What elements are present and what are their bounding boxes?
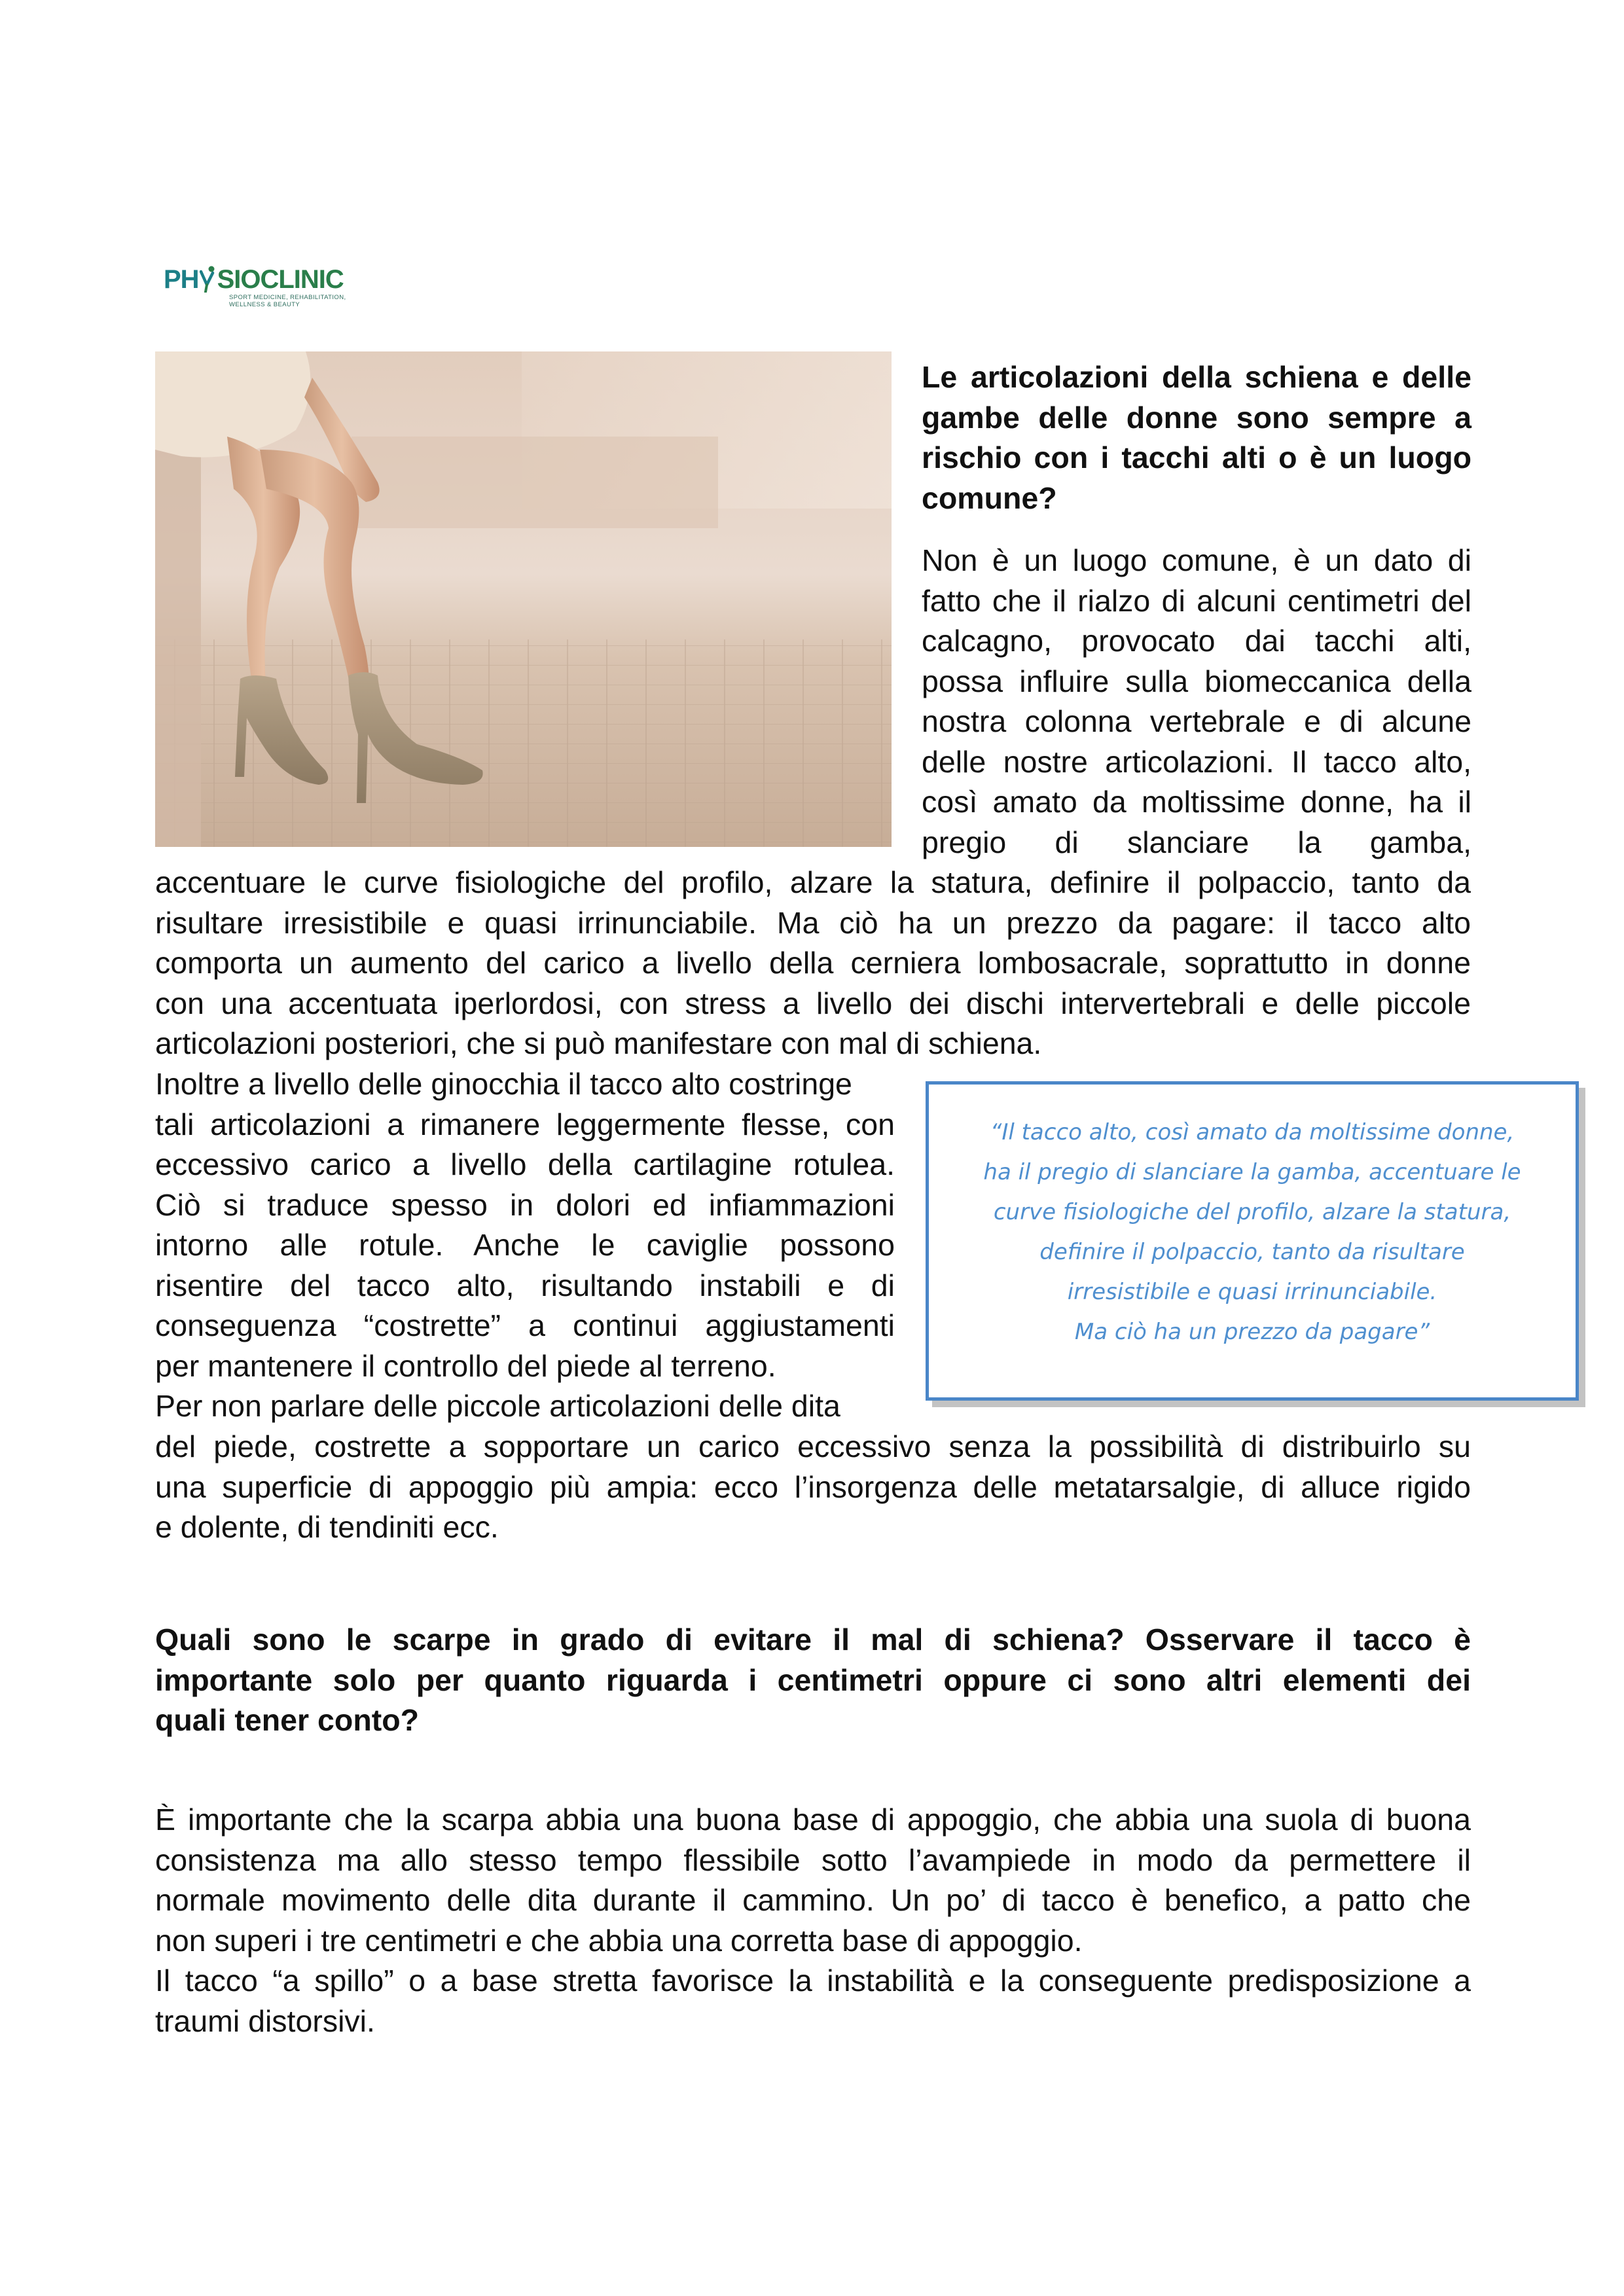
pull-quote-box <box>926 1081 1579 1401</box>
logo-text-part2: SIOCLINIC <box>217 265 344 294</box>
paragraph-1-right: Non è un luogo comune, è un dato di fatto che il rialzo di alcuni centimetri del calcagno, provocato dai tacchi alti, possa influire sulla biomeccanica della nostra colonna vertebrale e di alcune delle nostre articolazioni. Il tacco alto, così amato da moltissime donne, ha il pregio di slanciare la gamba, <box>922 543 1471 859</box>
paragraph-1-full: accentuare le curve fisiologiche del profilo, alzare la statura, definire il polpaccio, tanto da risultare irresistibile e quasi irrinunciabile. Ma ciò ha un prezzo da pagare: il tacco alto comporta un aumento del carico a livello della cerniera lombosacrale, soprattutto in donne con una accentuata iperlordosi, con stress a livello dei dischi intervertebrali e delle piccole articolazioni posteriori, che si può manifestare con mal di schiena. <box>155 865 1471 1060</box>
high-heels-photo <box>155 351 892 847</box>
logo-wordmark <box>164 265 344 295</box>
paragraph-4: Il tacco “a spillo” o a base stretta favorisce la instabilità e la conseguente predisposizione a traumi distorsivi. <box>155 1964 1471 2038</box>
logo-tagline: SPORT MEDICINE, REHABILITATION, WELLNESS & BEAUTY <box>229 294 346 308</box>
paragraph-2-full: del piede, costrette a sopportare un carico eccessivo senza la possibilità di distribuirlo su una superficie di appoggio più ampia: ecco l’insorgenza delle metatarsalgie, di alluce rigido e dolente, di tendiniti ecc. <box>155 1429 1471 1544</box>
intro-question: Le articolazioni della schiena e delle gambe delle donne sono sempre a rischio con i tacchi alti o è un luogo comune? <box>922 360 1471 515</box>
physioclinic-logo <box>164 265 347 317</box>
logo-text-part1: PH <box>164 265 199 294</box>
pull-quote-text: “Il tacco alto, così amato da moltissime donne, ha il pregio di slanciare la gamba, accentuare le curve fisiologiche del profilo, alzare la statura, definire il polpaccio, tanto da risultare irresistibile e quasi irrinunciabile. Ma ciò ha un prezzo da pagare” <box>983 1119 1521 1345</box>
paragraph-3: È importante che la scarpa abbia una buona base di appoggio, che abbia una suola di buona consistenza ma allo stesso tempo flessibile sotto l’avampiede in modo da permettere il normale movimento delle dita durante il cammino. Un po’ di tacco è benefico, a patto che non superi i tre centimetri e che abbia una corretta base di appoggio. <box>155 1803 1471 1958</box>
question-2-heading: Quali sono le scarpe in grado di evitare il mal di schiena? Osservare il tacco è importante solo per quanto riguarda i centimetri oppure ci sono altri elementi dei quali tener conto? <box>155 1623 1471 1737</box>
paragraph-2-left: Inoltre a livello delle ginocchia il tacco alto costringe tali articolazioni a rimanere leggermente flesse, con eccessivo carico a livello della cartilagine rotulea. Ciò si traduce spesso in dolori ed infiammazioni intorno alle rotule. Anche le caviglie possono risentire del tacco alto, risultando instabili e di conseguenza “costrette” a continui aggiustamenti per mantenere il controllo del piede al terreno. Per non parlare delle piccole articolazioni delle dita <box>155 1067 895 1423</box>
logo-figure-icon <box>200 265 217 293</box>
